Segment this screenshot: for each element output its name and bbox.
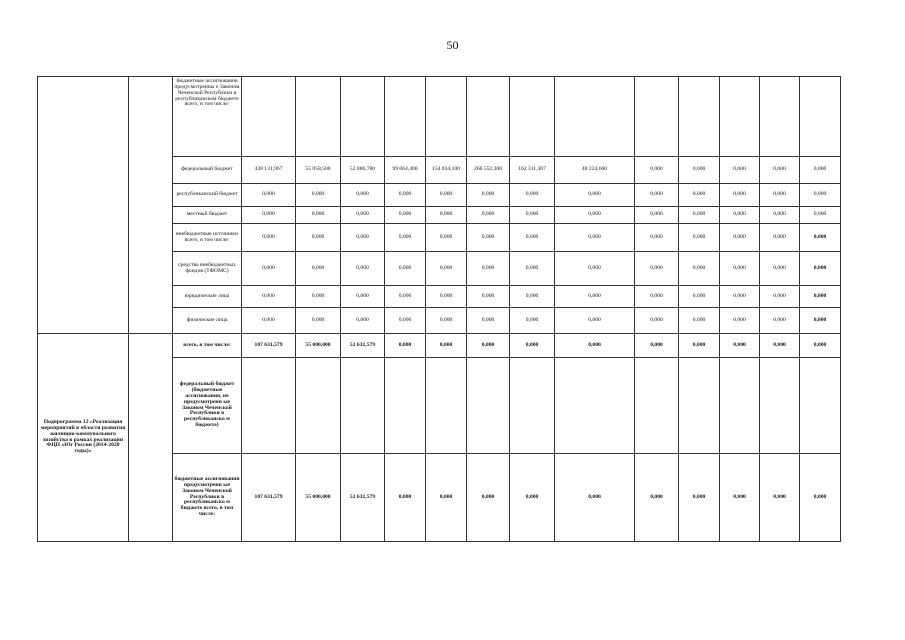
value-cell xyxy=(242,77,296,157)
row-label: федеральный бюджет (бюджетные ассигнования, не предусмотренн ые Законом Чеченской Республики в республиканско м бюджете) xyxy=(173,358,242,454)
value-cell: 48 224,660 xyxy=(555,157,635,184)
value-cell: 0,000 xyxy=(635,207,679,224)
value-cell: 0,000 xyxy=(510,286,555,308)
value-cell: 0,000 xyxy=(720,224,760,252)
value-cell: 0,000 xyxy=(341,207,385,224)
value-cell: 0,000 xyxy=(467,207,510,224)
value-cell: 0,000 xyxy=(510,334,555,358)
value-cell xyxy=(296,358,341,454)
value-cell: 52 631,579 xyxy=(341,334,385,358)
value-cell: 0,000 xyxy=(555,224,635,252)
value-cell xyxy=(720,77,760,157)
value-cell xyxy=(555,77,635,157)
value-cell: 0,000 xyxy=(679,252,720,286)
value-cell: 0,000 xyxy=(679,286,720,308)
value-cell: 0,000 xyxy=(296,184,341,207)
value-cell: 0,000 xyxy=(510,224,555,252)
value-cell xyxy=(635,358,679,454)
table-row xyxy=(38,334,841,358)
value-cell: 0,000 xyxy=(341,224,385,252)
value-cell: 0,000 xyxy=(555,207,635,224)
value-cell: 0,000 xyxy=(720,157,760,184)
value-cell: 0,000 xyxy=(467,184,510,207)
row-label: федеральный бюджет xyxy=(173,157,242,184)
value-cell xyxy=(385,77,426,157)
value-cell: 0,000 xyxy=(296,207,341,224)
value-cell: 0,000 xyxy=(555,252,635,286)
value-cell xyxy=(679,77,720,157)
value-cell: 99 064,400 xyxy=(385,157,426,184)
value-cell xyxy=(800,77,841,157)
value-cell: 0,000 xyxy=(555,334,635,358)
value-cell: 0,000 xyxy=(385,184,426,207)
value-cell: 0,000 xyxy=(635,157,679,184)
value-cell: 0,000 xyxy=(679,454,720,542)
value-cell: 0,000 xyxy=(760,286,800,308)
value-cell xyxy=(510,77,555,157)
value-cell: 55 000,000 xyxy=(296,454,341,542)
value-cell: 0,000 xyxy=(242,252,296,286)
value-cell: 0,000 xyxy=(800,308,841,334)
budget-table xyxy=(37,76,841,542)
value-cell xyxy=(341,77,385,157)
value-cell: 0,000 xyxy=(679,308,720,334)
value-cell: 0,000 xyxy=(679,334,720,358)
value-cell: 0,000 xyxy=(800,224,841,252)
value-cell: 0,000 xyxy=(760,157,800,184)
value-cell xyxy=(426,358,467,454)
row-label: республиканский бюджет xyxy=(173,184,242,207)
value-cell: 0,000 xyxy=(800,207,841,224)
value-cell: 0,000 xyxy=(510,308,555,334)
value-cell: 0,000 xyxy=(635,454,679,542)
value-cell: 0,000 xyxy=(679,184,720,207)
value-cell: 0,000 xyxy=(426,224,467,252)
value-cell: 0,000 xyxy=(426,286,467,308)
value-cell xyxy=(679,358,720,454)
value-cell: 0,000 xyxy=(467,454,510,542)
program-title: Подпрограмма 12 «Реализация мероприятий в области развития жилищно-коммунального хозяйства в рамках реализации ФЦП «Юг России (2014-2020 годы)» xyxy=(38,334,129,542)
upper-section xyxy=(38,77,841,334)
value-cell: 0,000 xyxy=(720,207,760,224)
value-cell: 0,000 xyxy=(760,224,800,252)
value-cell: 0,000 xyxy=(555,454,635,542)
value-cell: 0,000 xyxy=(242,308,296,334)
value-cell: 266 552,300 xyxy=(467,157,510,184)
value-cell: 0,000 xyxy=(467,252,510,286)
value-cell: 0,000 xyxy=(510,252,555,286)
row-label: бюджетные ассигнования предусмотренн ые Законом Чеченской Республики в республиканско м бюджете всего, в том числе: xyxy=(173,454,242,542)
value-cell xyxy=(296,77,341,157)
value-cell: 0,000 xyxy=(467,308,510,334)
value-cell: 0,000 xyxy=(385,286,426,308)
value-cell: 0,000 xyxy=(635,224,679,252)
value-cell: 0,000 xyxy=(510,207,555,224)
empty-cell xyxy=(129,334,173,542)
value-cell: 154 034,100 xyxy=(426,157,467,184)
value-cell: 0,000 xyxy=(760,184,800,207)
value-cell: 0,000 xyxy=(720,334,760,358)
value-cell: 0,000 xyxy=(426,252,467,286)
value-cell: 0,000 xyxy=(296,308,341,334)
value-cell xyxy=(341,358,385,454)
value-cell: 0,000 xyxy=(555,184,635,207)
value-cell: 0,000 xyxy=(720,454,760,542)
value-cell: 0,000 xyxy=(296,252,341,286)
table-row xyxy=(38,77,841,157)
value-cell: 0,000 xyxy=(426,184,467,207)
value-cell: 0,000 xyxy=(426,308,467,334)
value-cell: 0,000 xyxy=(242,224,296,252)
value-cell: 0,000 xyxy=(296,286,341,308)
value-cell: 0,000 xyxy=(720,252,760,286)
value-cell: 0,000 xyxy=(760,308,800,334)
value-cell: 0,000 xyxy=(385,308,426,334)
value-cell: 0,000 xyxy=(720,308,760,334)
value-cell: 0,000 xyxy=(510,184,555,207)
value-cell: 0,000 xyxy=(426,454,467,542)
value-cell: 0,000 xyxy=(679,207,720,224)
value-cell: 0,000 xyxy=(800,334,841,358)
value-cell: 0,000 xyxy=(555,286,635,308)
value-cell: 0,000 xyxy=(385,454,426,542)
empty-cell xyxy=(129,77,173,334)
value-cell: 0,000 xyxy=(760,207,800,224)
value-cell xyxy=(426,77,467,157)
value-cell: 107 631,579 xyxy=(242,334,296,358)
value-cell xyxy=(467,358,510,454)
value-cell: 55 000,000 xyxy=(296,334,341,358)
value-cell: 107 631,579 xyxy=(242,454,296,542)
row-label: бюджетные ассигнования предусмотренны е Законом Чеченской Республики в республиканском бюджете всего, в том числе: xyxy=(173,77,242,157)
value-cell: 0,000 xyxy=(635,184,679,207)
value-cell xyxy=(510,358,555,454)
value-cell xyxy=(760,77,800,157)
value-cell xyxy=(385,358,426,454)
value-cell: 0,000 xyxy=(679,224,720,252)
value-cell: 0,000 xyxy=(341,308,385,334)
value-cell xyxy=(800,358,841,454)
value-cell: 0,000 xyxy=(679,157,720,184)
row-label: местный бюджет xyxy=(173,207,242,224)
value-cell: 0,000 xyxy=(800,454,841,542)
value-cell: 0,000 xyxy=(760,334,800,358)
value-cell: 0,000 xyxy=(720,184,760,207)
value-cell: 0,000 xyxy=(467,334,510,358)
value-cell: 0,000 xyxy=(341,286,385,308)
value-cell: 0,000 xyxy=(341,252,385,286)
value-cell: 55 058,500 xyxy=(296,157,341,184)
value-cell: 0,000 xyxy=(800,157,841,184)
empty-cell xyxy=(38,77,129,334)
value-cell: 0,000 xyxy=(760,252,800,286)
value-cell: 0,000 xyxy=(385,224,426,252)
value-cell xyxy=(242,358,296,454)
value-cell: 0,000 xyxy=(635,286,679,308)
value-cell: 0,000 xyxy=(800,184,841,207)
row-label: юридические лица xyxy=(173,286,242,308)
value-cell: 438 131,967 xyxy=(242,157,296,184)
value-cell: 0,000 xyxy=(800,252,841,286)
value-cell: 0,000 xyxy=(296,224,341,252)
value-cell: 0,000 xyxy=(426,334,467,358)
row-label: всего, в том числе: xyxy=(173,334,242,358)
value-cell: 0,000 xyxy=(635,308,679,334)
value-cell: 0,000 xyxy=(635,252,679,286)
value-cell xyxy=(760,358,800,454)
value-cell: 52 631,579 xyxy=(341,454,385,542)
value-cell: 0,000 xyxy=(242,286,296,308)
value-cell: 0,000 xyxy=(385,252,426,286)
value-cell: 0,000 xyxy=(760,454,800,542)
row-label: физические лица xyxy=(173,308,242,334)
value-cell: 0,000 xyxy=(800,286,841,308)
value-cell xyxy=(555,358,635,454)
program-section xyxy=(38,334,841,542)
row-label: средства внебюджетных фондов (ТФОМС) xyxy=(173,252,242,286)
value-cell: 0,000 xyxy=(555,308,635,334)
value-cell: 0,000 xyxy=(341,184,385,207)
value-cell: 0,000 xyxy=(510,454,555,542)
value-cell: 0,000 xyxy=(385,207,426,224)
value-cell xyxy=(720,358,760,454)
page-number: 50 xyxy=(446,38,459,52)
value-cell: 162 311,307 xyxy=(510,157,555,184)
row-label: внебюджетные источники всего, в том числе: xyxy=(173,224,242,252)
value-cell: 0,000 xyxy=(467,286,510,308)
value-cell xyxy=(467,77,510,157)
value-cell: 0,000 xyxy=(720,286,760,308)
value-cell: 0,000 xyxy=(385,334,426,358)
value-cell: 0,000 xyxy=(426,207,467,224)
value-cell: 0,000 xyxy=(242,207,296,224)
value-cell: 0,000 xyxy=(242,184,296,207)
value-cell: 52 886,700 xyxy=(341,157,385,184)
value-cell: 0,000 xyxy=(635,334,679,358)
value-cell: 0,000 xyxy=(467,224,510,252)
value-cell xyxy=(635,77,679,157)
